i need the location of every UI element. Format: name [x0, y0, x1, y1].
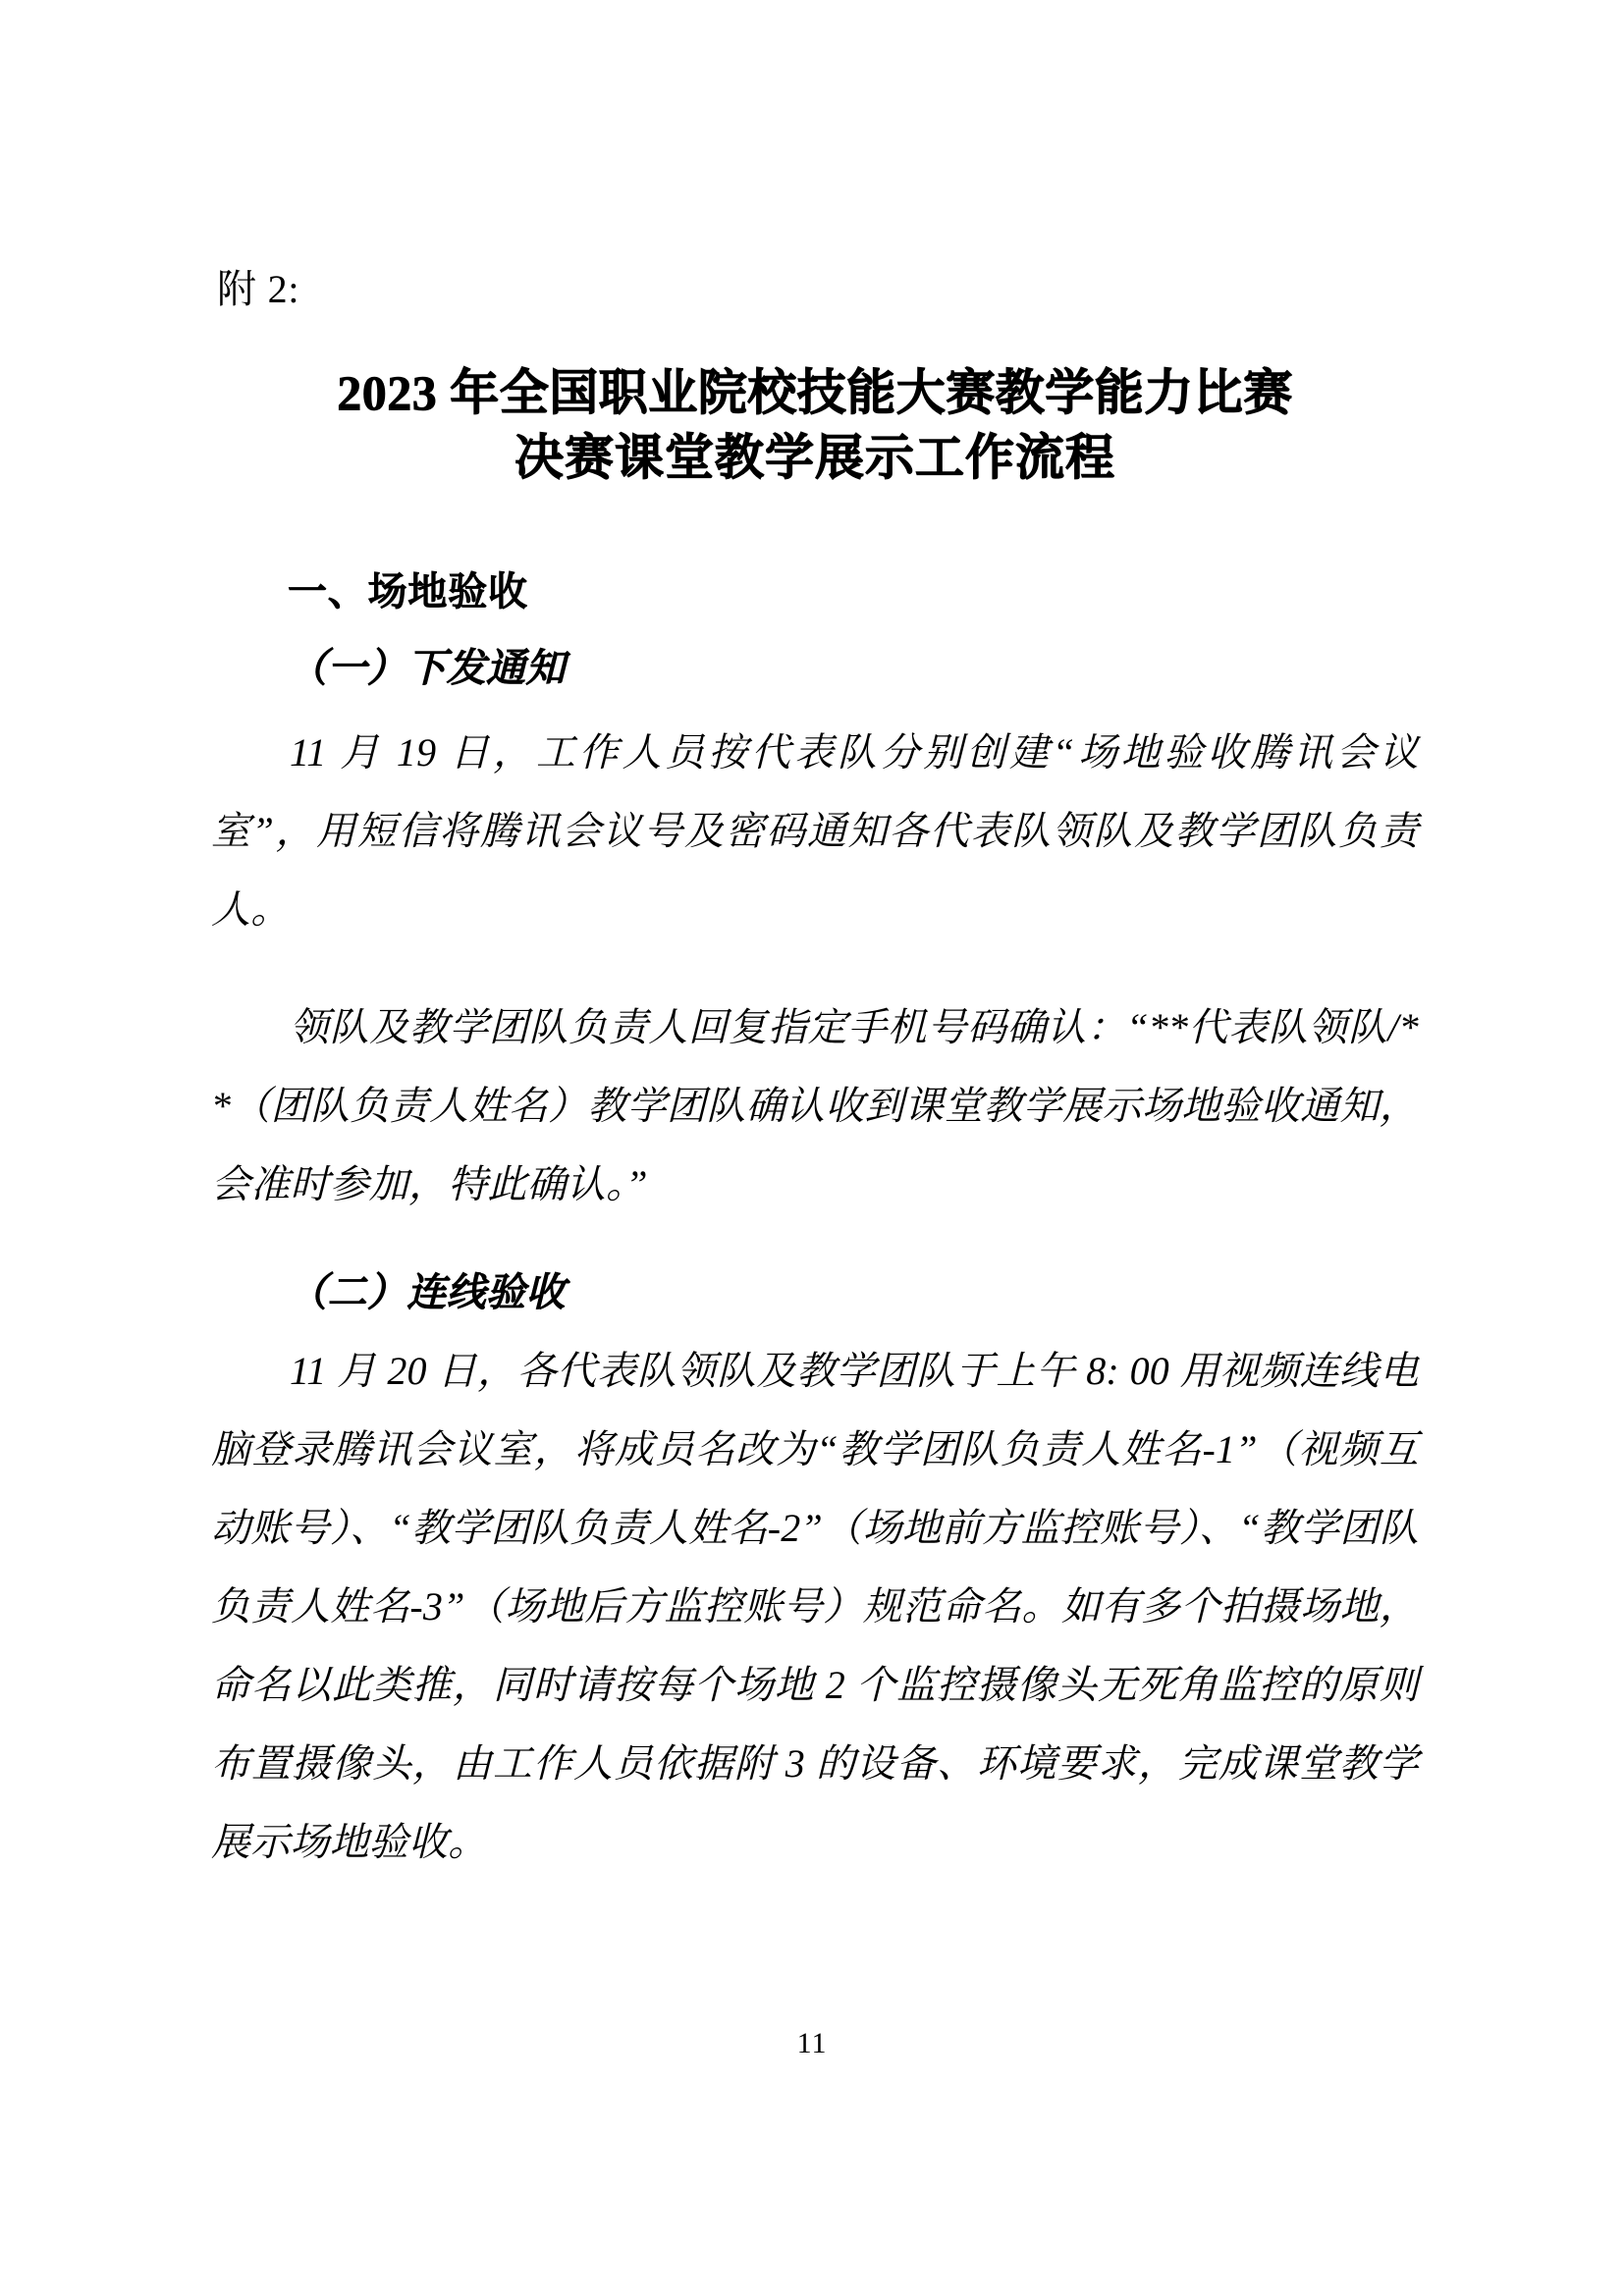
paragraph-create-meeting-rooms: 11 月 19 日，工作人员按代表队分别创建“场地验收腾讯会议室”，用短信将腾讯会议号及密码通知各代表队领队及教学团队负责人。	[211, 730, 1419, 932]
section-heading-venue-acceptance: 一、场地验收	[288, 569, 528, 614]
paragraph-confirmation-reply: 领队及教学团队负责人回复指定手机号码确认：“**代表队领队/**（团队负责人姓名）教学团队确认收到课堂教学展示场地验收通知，会准时参加，特此确认。”	[211, 1005, 1419, 1206]
page-title	[211, 360, 1419, 490]
page-content	[211, 0, 1419, 1921]
page-title-line-1: 2023 年全国职业院校技能大赛教学能力比赛	[337, 365, 1293, 420]
page-number: 11	[796, 2027, 828, 2059]
attachment-label: 附 2:	[217, 267, 300, 311]
paragraph-online-acceptance-details: 11 月 20 日，各代表队领队及教学团队于上午 8: 00 用视频连线电脑登录腾讯会议室，将成员名改为“教学团队负责人姓名-1”（视频互动账号）、“教学团队负责人姓名-2”（场地前方监控账号）、“教学团队负责人姓名-3”（场地后方监控账号）规范命名。如有多个拍摄场地，命名以此类推，同时请按每个场地 2 个监控摄像头无死角监控的原则布置摄像头，由工作人员依据附 3 的设备、环境要求，完成课堂教学展示场地验收。	[211, 1349, 1419, 1864]
page-title-line-2: 决赛课堂教学展示工作流程	[514, 430, 1115, 485]
subsection-heading-online-acceptance: （二）连线验收	[288, 1270, 566, 1314]
subsection-heading-issue-notice: （一）下发通知	[288, 646, 566, 690]
